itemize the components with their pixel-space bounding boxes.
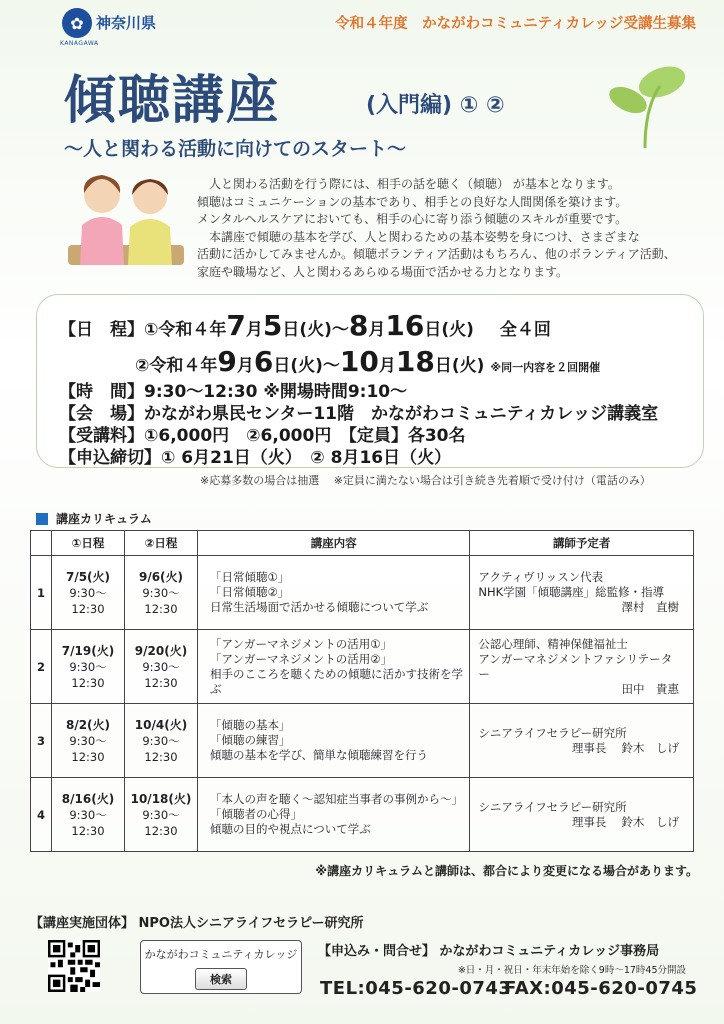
schedule-2-start-day: 6 [253, 345, 274, 378]
date-1: 8/16(火) [61, 791, 115, 806]
content-cell [198, 704, 470, 778]
month-char: 月 [368, 320, 386, 340]
search-box [140, 940, 302, 994]
schedule-1-end-day: 16 [385, 309, 425, 342]
curriculum-note: ※講座カリキュラムと講師は、都合により変更になる場合があります。 [315, 864, 698, 878]
prefecture-name-en: KANAGAWA [60, 40, 99, 47]
schedule-1-start-month: 7 [226, 309, 246, 342]
content-line: 「アンガーマネジメントの活用②」 [210, 651, 393, 666]
content-line: 「日常傾聴②」 [210, 585, 290, 599]
date-1-cell [52, 704, 125, 778]
curriculum-table [30, 530, 694, 852]
search-button[interactable]: 検索 [195, 968, 247, 990]
intro-text [197, 176, 707, 281]
schedule-2-end-weekday: 日(火) [434, 356, 485, 376]
date-2: 10/4(火) [134, 717, 188, 732]
table-row [31, 630, 694, 704]
schedule-1-start-weekday: 日(火)〜 [282, 320, 349, 340]
table-header-row [31, 531, 694, 556]
table-row [31, 778, 694, 852]
content-line: 「傾聴の練習」 [210, 733, 291, 747]
lecturer-line: アンガーマネジメントファシリテーター [478, 651, 673, 681]
date-1: 7/19(火) [61, 643, 115, 658]
date-1: 7/5(火) [65, 569, 111, 584]
row-number: 2 [31, 630, 52, 704]
date-2-cell [125, 556, 198, 630]
telephone: TEL:045-620-0743 [320, 978, 512, 999]
venue-line: 【会 場】かながわ県民センター11階 かながわコミュニティカレッジ講義室 [59, 404, 659, 424]
schedule-2-start-month: 9 [217, 345, 237, 378]
lecturer-cell [470, 556, 694, 630]
time-start: 9:30〜 [69, 585, 107, 600]
time-start: 9:30〜 [142, 659, 180, 674]
schedule-2-prefix: ②令和４年 [135, 356, 218, 376]
time-end: 12:30 [71, 675, 105, 690]
table-header [31, 531, 52, 556]
content-cell [198, 630, 470, 704]
lecturer-cell [470, 704, 694, 778]
recruitment-header: 令和４年度 かながわコミュニティカレッジ受講生募集 [335, 16, 696, 32]
search-label: かながわコミュニティカレッジ [144, 948, 298, 961]
time-line: 【時 間】9:30〜12:30 ※開場時間9:10〜 [59, 382, 408, 402]
info-box [36, 294, 704, 468]
schedule-1-end-month: 8 [348, 309, 369, 342]
curriculum-heading [36, 510, 152, 527]
lecturer-cell [470, 630, 694, 704]
schedule-1-start-day: 5 [262, 309, 283, 342]
sprout-icon [600, 60, 690, 150]
date-1-cell [52, 630, 125, 704]
content-line: 「傾聴の基本」 [210, 718, 291, 732]
content-cell [198, 778, 470, 852]
intro-line: 本講座で傾聴の基本を学び、人と関わるための基本姿勢を身につけ、さまざまな [209, 229, 640, 244]
schedule-1-prefix: ①令和４年 [144, 320, 227, 340]
time-end: 12:30 [144, 601, 178, 616]
date-2-cell [125, 778, 198, 852]
lecturer-name: 理事長 鈴木 しげ [571, 814, 679, 829]
curriculum-heading-text: 講座カリキュラム [56, 512, 152, 526]
content-line: 相手のこころを聴くための傾聴に活かす技術を学ぶ [210, 666, 463, 696]
schedule-2-start-weekday: 日(火)〜 [273, 356, 340, 376]
lottery-note: ※応募多数の場合は抽選 ※定員に満たない場合は引き続き先着順で受け付け（電話のみ） [200, 474, 651, 487]
table-row [31, 704, 694, 778]
table-header: ②日程 [125, 531, 198, 556]
content-line: 「傾聴者の心得」 [210, 807, 302, 821]
content-line: 「本人の声を聴く〜認知症当事者の事例から〜」 [210, 792, 463, 806]
date-2-cell [125, 630, 198, 704]
intro-line: 活動に活かしてみませんか。傾聴ボランティア活動はもちろん、他のボランティア活動、 [197, 247, 676, 261]
intro-line: 傾聴はコミュニケーションの基本であり、相手との良好な人間関係を築けます。 [197, 194, 628, 209]
time-end: 12:30 [144, 749, 178, 764]
time-start: 9:30〜 [142, 807, 180, 822]
office-hours: ※日・月・祝日・年末年始を除く9時〜17時45分開設 [457, 965, 686, 976]
lecturer-name: 澤村 直樹 [621, 600, 679, 614]
lecturer-name: 田中 貴惠 [621, 681, 679, 696]
time-start: 9:30〜 [142, 733, 180, 748]
date-1-cell [52, 556, 125, 630]
prefecture-logo-icon: ✿ [62, 8, 92, 38]
total-sessions: 全４回 [499, 320, 551, 340]
organizer: 【講座実施団体】 NPO法人シニアライフセラピー研究所 [30, 916, 364, 931]
date-2: 9/20(火) [134, 643, 188, 658]
lecturer-line: シニアライフセラピー研究所 [478, 799, 627, 814]
deadline-line: 【申込締切】① 6月21日（火） ② 8月16日（火） [59, 448, 452, 468]
schedule-label: 【日 程】 [59, 320, 144, 340]
fee-line: 【受講料】①6,000円 ②6,000円 【定員】各30名 [59, 426, 466, 446]
content-line: 日常生活場面で活かせる傾聴について学ぶ [210, 600, 429, 614]
intro-line: メンタルヘルスケアにおいても、相手の心に寄り添う傾聴のスキルが重要です。 [197, 212, 628, 226]
table-header: 講師予定者 [470, 531, 694, 556]
lecturer-line: アクティヴリッスン代表 [478, 570, 604, 584]
time-start: 9:30〜 [142, 585, 180, 600]
date-2-cell [125, 704, 198, 778]
prefecture-name: 神奈川県 [96, 14, 157, 32]
date-1-cell [52, 778, 125, 852]
date-2: 9/6(火) [138, 569, 184, 584]
lecturer-name: 理事長 鈴木 しげ [571, 740, 679, 755]
lecturer-line: 公認心理師、精神保健福祉士 [478, 636, 628, 651]
schedule-line-1 [59, 309, 551, 342]
time-start: 9:30〜 [69, 733, 107, 748]
square-bullet-icon [36, 513, 48, 525]
intro-line: 人と関わる活動を行う際には、相手の話を聴く（傾聴） が基本となります。 [209, 177, 620, 191]
date-2: 10/18(火) [130, 791, 192, 806]
table-header: 講座内容 [198, 531, 470, 556]
month-char: 月 [236, 356, 254, 376]
month-char: 月 [378, 356, 396, 376]
fax: FAX:045-620-0745 [504, 978, 698, 999]
content-line: 「日常傾聴①」 [210, 570, 290, 584]
time-start: 9:30〜 [69, 807, 107, 822]
qr-code-icon[interactable] [48, 940, 100, 992]
row-number: 3 [31, 704, 52, 778]
same-content-note: ※同一内容を２回開催 [490, 361, 601, 374]
date-1: 8/2(火) [65, 717, 111, 732]
content-line: 傾聴の目的や視点について学ぶ [210, 822, 371, 836]
two-people-illustration-icon [66, 165, 186, 280]
contact: 【申込み・問合せ】 かながわコミュニティカレッジ事務局 [318, 944, 660, 959]
page-title: 傾聴講座 [64, 70, 281, 131]
schedule-2-end-month: 10 [339, 345, 379, 378]
time-end: 12:30 [71, 749, 105, 764]
lecturer-line: シニアライフセラピー研究所 [478, 725, 627, 740]
title-suffix: (入門編) ① ② [366, 93, 505, 118]
content-line: 傾聴の基本を学び、簡単な傾聴練習を行う [210, 748, 429, 762]
intro-line: 家庭や職場など、人と関わるあらゆる場面で活かせる力となります。 [197, 264, 569, 279]
content-cell [198, 556, 470, 630]
time-end: 12:30 [144, 823, 178, 838]
schedule-1-end-weekday: 日(火) [424, 320, 474, 340]
schedule-line-2 [135, 345, 600, 378]
time-end: 12:30 [71, 601, 105, 616]
page-subtitle: 〜人と関わる活動に向けてのスタート〜 [64, 138, 407, 160]
table-row [31, 556, 694, 630]
row-number: 1 [31, 556, 52, 630]
time-end: 12:30 [144, 675, 178, 690]
time-start: 9:30〜 [69, 659, 107, 674]
table-header: ①日程 [52, 531, 125, 556]
schedule-2-end-day: 18 [395, 345, 435, 378]
row-number: 4 [31, 778, 52, 852]
time-end: 12:30 [71, 823, 105, 838]
lecturer-cell [470, 778, 694, 852]
lecturer-line: NHK学園「傾聴講座」総監修・指導 [478, 585, 665, 599]
month-char: 月 [245, 320, 263, 340]
content-line: 「アンガーマネジメントの活用①」 [210, 636, 393, 651]
